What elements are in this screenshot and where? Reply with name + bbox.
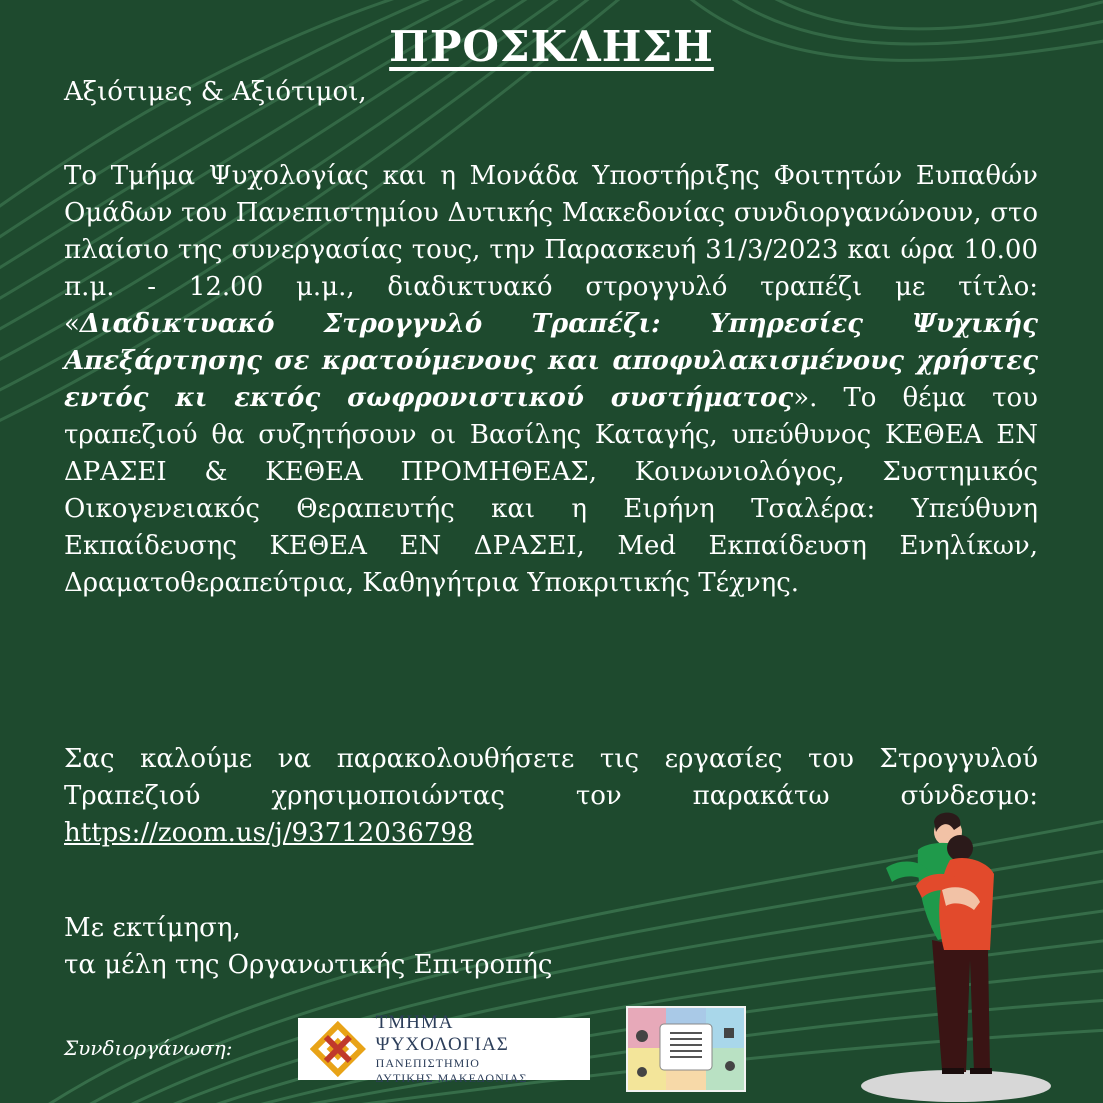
co-organization-label: Συνδιοργάνωση: — [64, 1036, 233, 1060]
hugging-people-illustration — [856, 810, 1056, 1103]
zoom-link[interactable]: https://zoom.us/j/93712036798 — [64, 818, 474, 848]
student-support-unit-logo — [626, 1006, 746, 1092]
greeting: Αξιότιμες & Αξιότιμοι, — [64, 77, 367, 107]
house-icon — [724, 1028, 734, 1038]
body-part1: Το Τμήμα Ψυχολογίας και η Μονάδα Υποστήριξης Φοιτητών Ευπαθών Ομάδων του Πανεπιστημίου Δυτικής Μακεδονίας συνδιοργανώνουν, στο πλαίσιο της συνεργασίας τους, την Παρασκευή 31/3/2023 και ώρα 10.00 π.μ. - 12.00 μ.μ., διαδικτυακό στρογγυλό τραπέζι με τίτλο: « — [64, 161, 1038, 339]
closing-line2: τα μέλη της Οργανωτικής Επιτροπής — [64, 950, 553, 980]
university-emblem-icon — [310, 1021, 366, 1077]
logo-line1: ΤΜΗΜΑ ΨΥΧΟΛΟΓΙΑΣ — [375, 1012, 509, 1055]
event-title: Διαδικτυακό Στρογγυλό Τραπέζι: Υπηρεσίες Ψυχικής Απεξάρτησης σε κρατούμενους και αποφυλακισμένους χρήστες εντός κι εκτός σωφρονιστικού συστήματος — [64, 309, 1038, 413]
eye-icon — [637, 1067, 647, 1077]
wheelchair-icon — [725, 1061, 735, 1071]
logo-line2: ΠΑΝΕΠΙΣΤΗΜΙΟ — [375, 1056, 480, 1070]
body-paragraph — [64, 158, 1038, 602]
heart-icon — [636, 1030, 648, 1042]
page-title: ΠΡΟΣΚΛΗΣΗ — [389, 22, 714, 71]
psychology-department-logo — [298, 1012, 590, 1085]
closing-line1: Με εκτίμηση, — [64, 913, 241, 943]
body-part2: ». Το θέμα του τραπεζιού θα συζητήσουν οι Βασίλης Καταγής, υπεύθυνος ΚΕΘΕΑ ΕΝ ΔΡΑΣΕΙ & ΚΕΘΕΑ ΠΡΟΜΗΘΕΑΣ, Κοινωνιολόγος, Συστημικός Οικογενειακός Θεραπευτής και η Ειρήνη Τσαλέρα: Υπεύθυνη Εκπαίδευσης ΚΕΘΕΑ ΕΝ ΔΡΑΣΕΙ, Med Εκπαίδευση Ενηλίκων, Δραματοθεραπεύτρια, Καθηγήτρια Υποκριτικής Τέχνης. — [64, 383, 1038, 598]
logo-line3: ΔΥΤΙΚΗΣ ΜΑΚΕΔΟΝΙΑΣ — [375, 1071, 528, 1085]
invite-text: Σας καλούμε να παρακολουθήσετε τις εργασίες του Στρογγυλού Τραπεζιού χρησιμοποιώντας τον παρακάτω σύνδεσμο: — [64, 744, 1038, 811]
